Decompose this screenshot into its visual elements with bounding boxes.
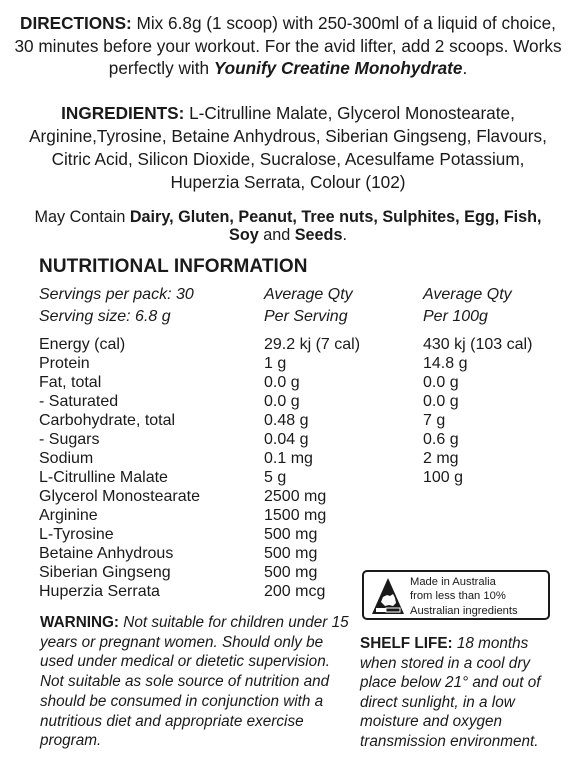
per-100g-value xyxy=(423,544,532,563)
per-serving-value: 0.1 mg xyxy=(264,450,313,467)
per-serving-value: 2500 mg xyxy=(264,488,327,505)
col-100g-header-2: Per 100g xyxy=(423,308,488,325)
nutrient-name: Huperzia Serrata xyxy=(39,583,160,600)
per-serving-value: 500 mg xyxy=(264,545,318,562)
nutrient-name: Betaine Anhydrous xyxy=(39,545,174,562)
badge-line-1: Made in Australia xyxy=(410,576,496,588)
nutrient-name: - Sugars xyxy=(39,431,100,448)
per-100g-value xyxy=(423,506,532,525)
per-serving-value: 200 mcg xyxy=(264,583,326,600)
directions-text: Mix 6.8g (1 scoop) with 250-300ml of a liquid of choice, 30 minutes before your workout. For the avid lifter, add 2 scoops. Works perfectly with xyxy=(14,13,562,79)
directions-paragraph xyxy=(14,12,562,80)
col-serving-header-1: Average Qty xyxy=(264,286,353,303)
made-in-australia-badge xyxy=(362,570,550,620)
allergen-seeds: Seeds xyxy=(294,226,343,244)
nutrient-names-column xyxy=(39,335,200,601)
directions-product: Younify Creatine Monohydrate xyxy=(213,58,463,79)
nutrient-name: Sodium xyxy=(39,450,94,467)
nutrient-name: L-Citrulline Malate xyxy=(39,469,168,486)
per-100g-value: 0.6 g xyxy=(423,431,459,448)
warning-paragraph xyxy=(40,613,352,751)
warning-text: Not suitable for children under 15 years or pregnant women. Should only be used under medical or dietetic supervision. Not suitable as sole source of nutrition and should be consumed in conjunction with a nutritious diet and appropriate exercise program. xyxy=(40,614,349,750)
nutrient-name: Fat, total xyxy=(39,374,102,391)
per-100g-value: 100 g xyxy=(423,469,464,486)
badge-line-3: Australian ingredients xyxy=(410,604,518,617)
per-serving-value: 29.2 kj (7 cal) xyxy=(264,336,361,353)
per-serving-column xyxy=(264,335,360,601)
nutrient-name: L-Tyrosine xyxy=(39,526,114,543)
nutrient-name: - Saturated xyxy=(39,393,119,410)
serving-size: Serving size: 6.8 g xyxy=(39,308,171,325)
per-100g-value: 2 mg xyxy=(423,450,459,467)
nutrient-name: Energy (cal) xyxy=(39,336,126,353)
nutrition-title: NUTRITIONAL INFORMATION xyxy=(39,256,308,277)
per-serving-value: 0.48 g xyxy=(264,412,309,429)
shelf-life-heading: SHELF LIFE: xyxy=(360,635,453,652)
per-100g-value: 0.0 g xyxy=(423,393,459,410)
per-serving-value: 0.0 g xyxy=(264,393,300,410)
col-100g-header-1: Average Qty xyxy=(423,286,512,303)
per-100g-value: 430 kj (103 cal) xyxy=(423,336,533,353)
nutrient-name: Arginine xyxy=(39,507,98,524)
directions-end: . xyxy=(462,58,468,79)
per-serving-value: 0.04 g xyxy=(264,431,309,448)
allergen-list: Dairy, Gluten, Peanut, Tree nuts, Sulphites, Egg, Fish, Soy xyxy=(129,208,542,244)
made-in-australia-triangle-icon xyxy=(370,576,406,616)
per-serving-value: 1 g xyxy=(264,355,287,372)
per-serving-value: 1500 mg xyxy=(264,507,327,524)
per-serving-value: 500 mg xyxy=(264,526,318,543)
nutrient-name: Glycerol Monostearate xyxy=(39,488,200,505)
allergen-prefix: May Contain xyxy=(34,208,130,226)
nutrient-name: Carbohydrate, total xyxy=(39,412,176,429)
per-100g-value xyxy=(423,487,532,506)
allergen-end: . xyxy=(342,226,347,244)
allergen-statement xyxy=(30,208,546,244)
ingredients-paragraph xyxy=(18,102,558,194)
shelf-life-text: 18 months when stored in a cool dry place below 21° and out of direct sunlight, in a low moisture and oxygen transmission environment. xyxy=(360,635,541,750)
per-serving-value: 5 g xyxy=(264,469,287,486)
per-100g-value: 7 g xyxy=(423,412,446,429)
nutrient-name: Siberian Gingseng xyxy=(39,564,171,581)
allergen-and: and xyxy=(258,226,295,244)
per-100g-column xyxy=(423,335,532,601)
shelf-life-paragraph xyxy=(360,634,560,752)
per-serving-value: 0.0 g xyxy=(264,374,300,391)
ingredients-text: L-Citrulline Malate, Glycerol Monostearate, Arginine,Tyrosine, Betaine Anhydrous, Siberian Gingseng, Flavours, Citric Acid, Silicon Dioxide, Sucralose, Acesulfame Potassium, Huperzia Serrata, Colour (102) xyxy=(29,103,547,192)
directions-heading: DIRECTIONS: xyxy=(20,13,132,33)
ingredients-heading: INGREDIENTS: xyxy=(61,103,185,123)
nutrient-name: Protein xyxy=(39,355,90,372)
per-serving-value: 500 mg xyxy=(264,564,318,581)
per-100g-value: 0.0 g xyxy=(423,374,459,391)
col-serving-header-2: Per Serving xyxy=(264,308,348,325)
servings-per-pack: Servings per pack: 30 xyxy=(39,286,194,303)
per-100g-value xyxy=(423,525,532,544)
badge-line-2: from less than 10% xyxy=(410,590,506,603)
warning-heading: WARNING: xyxy=(40,614,120,631)
per-100g-value: 14.8 g xyxy=(423,355,468,372)
